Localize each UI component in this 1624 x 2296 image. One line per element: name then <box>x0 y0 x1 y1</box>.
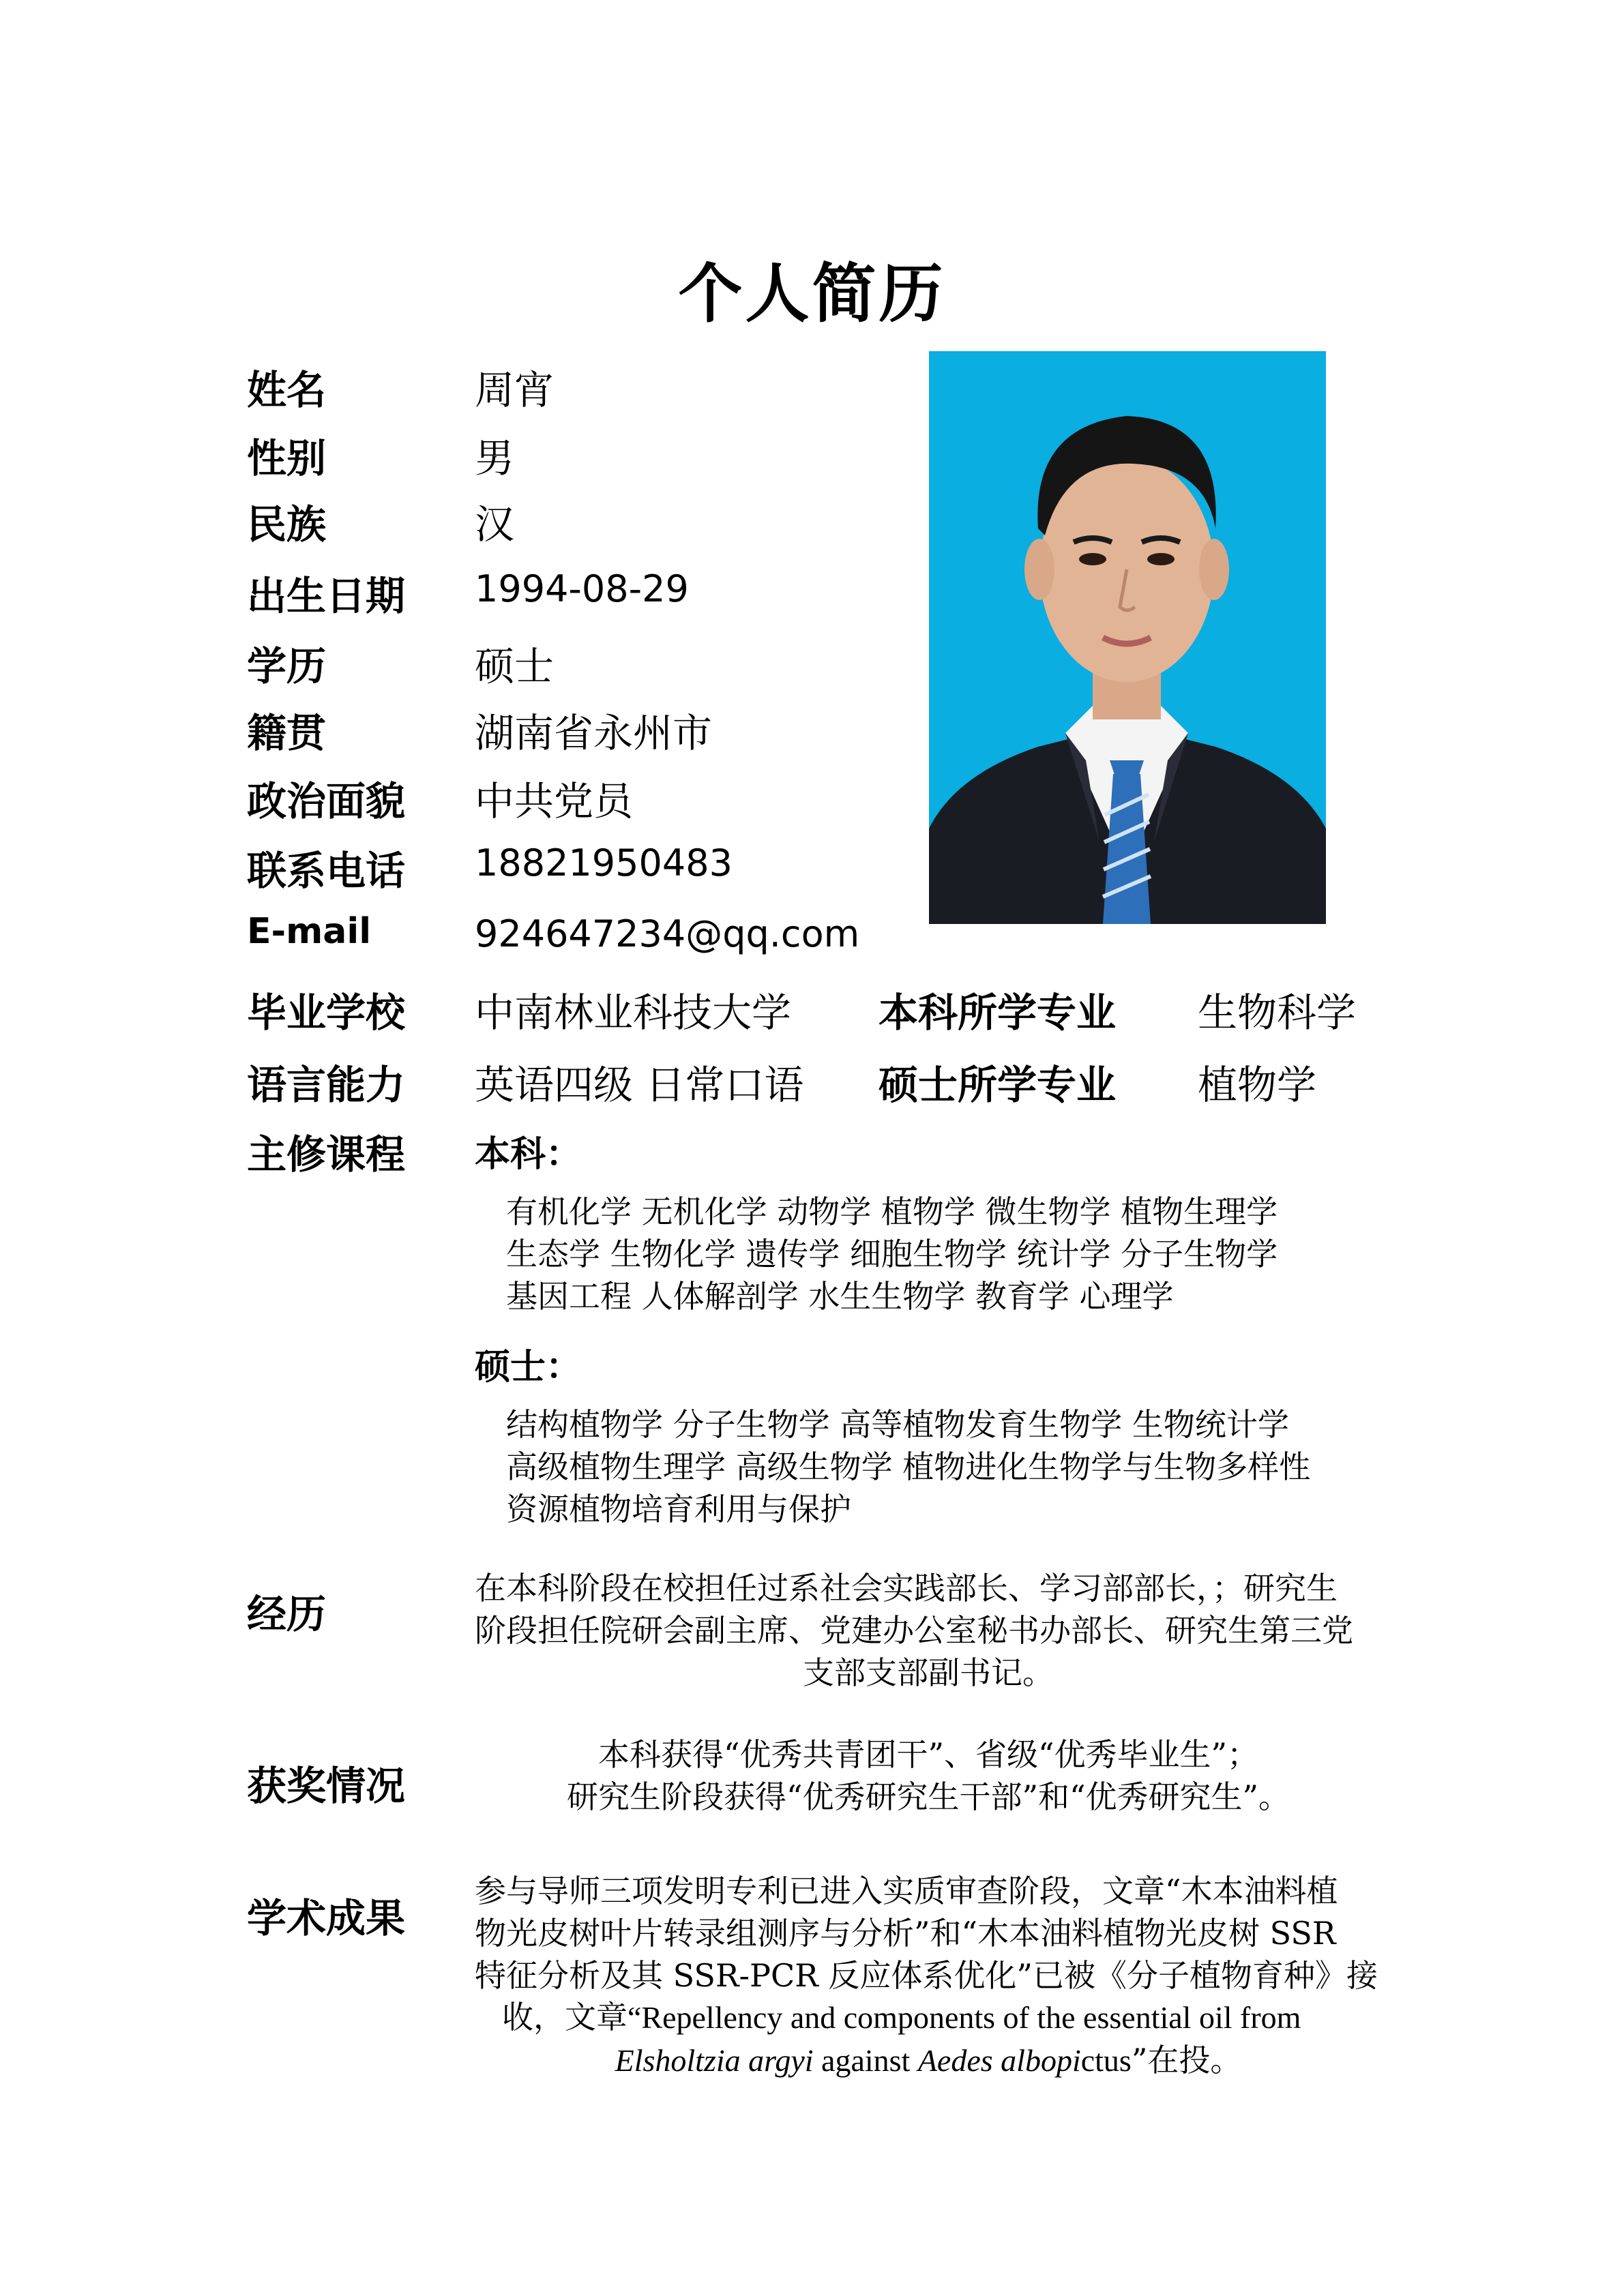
birthdate-value: 1994-08-29 <box>475 567 689 610</box>
hometown-label: 籍贯 <box>247 710 327 756</box>
experience-line: 支部支部副书记。 <box>803 1654 1054 1691</box>
school-label: 毕业学校 <box>247 989 406 1036</box>
courses-label: 主修课程 <box>247 1131 406 1178</box>
name-label: 姓名 <box>247 367 327 413</box>
phone-label: 联系电话 <box>247 848 406 894</box>
academic-last-line-text: against <box>813 2043 918 2078</box>
bachelor-major-label: 本科所学专业 <box>879 989 1117 1036</box>
birthdate-label: 出生日期 <box>247 573 406 619</box>
ethnicity-value: 汉 <box>475 501 515 548</box>
school-value: 中南林业科技大学 <box>475 989 792 1036</box>
experience-line: 阶段担任院研会副主席、党建办公室秘书办部长、研究生第三党 <box>475 1612 1353 1649</box>
species-name-plant: Elsholtzia argyi <box>615 2043 814 2078</box>
gender-label: 性别 <box>247 435 327 481</box>
awards-line: 本科获得“优秀共青团干”、省级“优秀毕业生”； <box>597 1736 1259 1773</box>
political-label: 政治面貌 <box>247 778 406 824</box>
bachelor-courses-line: 有机化学 无机化学 动物学 植物学 微生物学 植物生理学 <box>506 1193 1278 1230</box>
language-label: 语言能力 <box>247 1062 406 1108</box>
bachelor-courses-line: 基因工程 人体解剖学 水生生物学 教育学 心理学 <box>506 1278 1174 1315</box>
master-courses-heading: 硕士： <box>475 1347 582 1388</box>
experience-label: 经历 <box>247 1591 327 1637</box>
academic-label: 学术成果 <box>247 1895 406 1941</box>
political-value: 中共党员 <box>475 778 634 824</box>
language-value: 英语四级 日常口语 <box>475 1062 804 1108</box>
master-courses-line: 高级植物生理学 高级生物学 植物进化生物学与生物多样性 <box>506 1448 1311 1485</box>
email-value: 924647234@qq.com <box>475 912 860 955</box>
profile-photo <box>929 351 1326 924</box>
master-courses-line: 结构植物学 分子生物学 高等植物发育生物学 生物统计学 <box>506 1406 1289 1443</box>
academic-line: 参与导师三项发明专利已进入实质审查阶段，文章“木本油料植 <box>475 1873 1338 1909</box>
ethnicity-label: 民族 <box>247 501 327 548</box>
page-title: 个人简历 <box>678 257 946 331</box>
education-label: 学历 <box>247 643 327 689</box>
bachelor-courses-heading: 本科： <box>475 1134 582 1175</box>
master-major-label: 硕士所学专业 <box>879 1062 1117 1108</box>
hometown-value: 湖南省永州市 <box>475 710 713 756</box>
name-value: 周宵 <box>475 367 555 413</box>
bachelor-courses-line: 生态学 生物化学 遗传学 细胞生物学 统计学 分子生物学 <box>506 1236 1278 1272</box>
phone-value: 18821950483 <box>475 841 733 884</box>
academic-line: 特征分析及其 SSR-PCR 反应体系优化”已被《分子植物育种》接 <box>475 1957 1378 1994</box>
education-value: 硕士 <box>475 643 555 689</box>
academic-line: 物光皮树叶片转录组测序与分析”和“木本油料植物光皮树 SSR <box>475 1915 1336 1952</box>
portrait-illustration <box>929 351 1326 924</box>
master-courses-line: 资源植物培育利用与保护 <box>506 1491 851 1527</box>
academic-last-line-text: ”在投。 <box>1131 2042 1242 2078</box>
academic-last-line-text: ctus <box>1080 2043 1132 2078</box>
experience-line: 在本科阶段在校担任过系社会实践部长、学习部部长，；研究生 <box>475 1570 1338 1607</box>
awards-line: 研究生阶段获得“优秀研究生干部”和“优秀研究生”。 <box>566 1778 1290 1815</box>
gender-value: 男 <box>475 435 515 481</box>
awards-label: 获奖情况 <box>247 1763 406 1809</box>
academic-last-line <box>475 2039 1382 2082</box>
master-major-value: 植物学 <box>1198 1062 1317 1108</box>
bachelor-major-value: 生物科学 <box>1198 989 1357 1036</box>
email-label: E-mail <box>247 911 372 952</box>
species-name-mosquito: Aedes albopi <box>917 2043 1081 2078</box>
academic-line: 收，文章“Repellency and components of the essential oil from <box>502 2000 1301 2035</box>
